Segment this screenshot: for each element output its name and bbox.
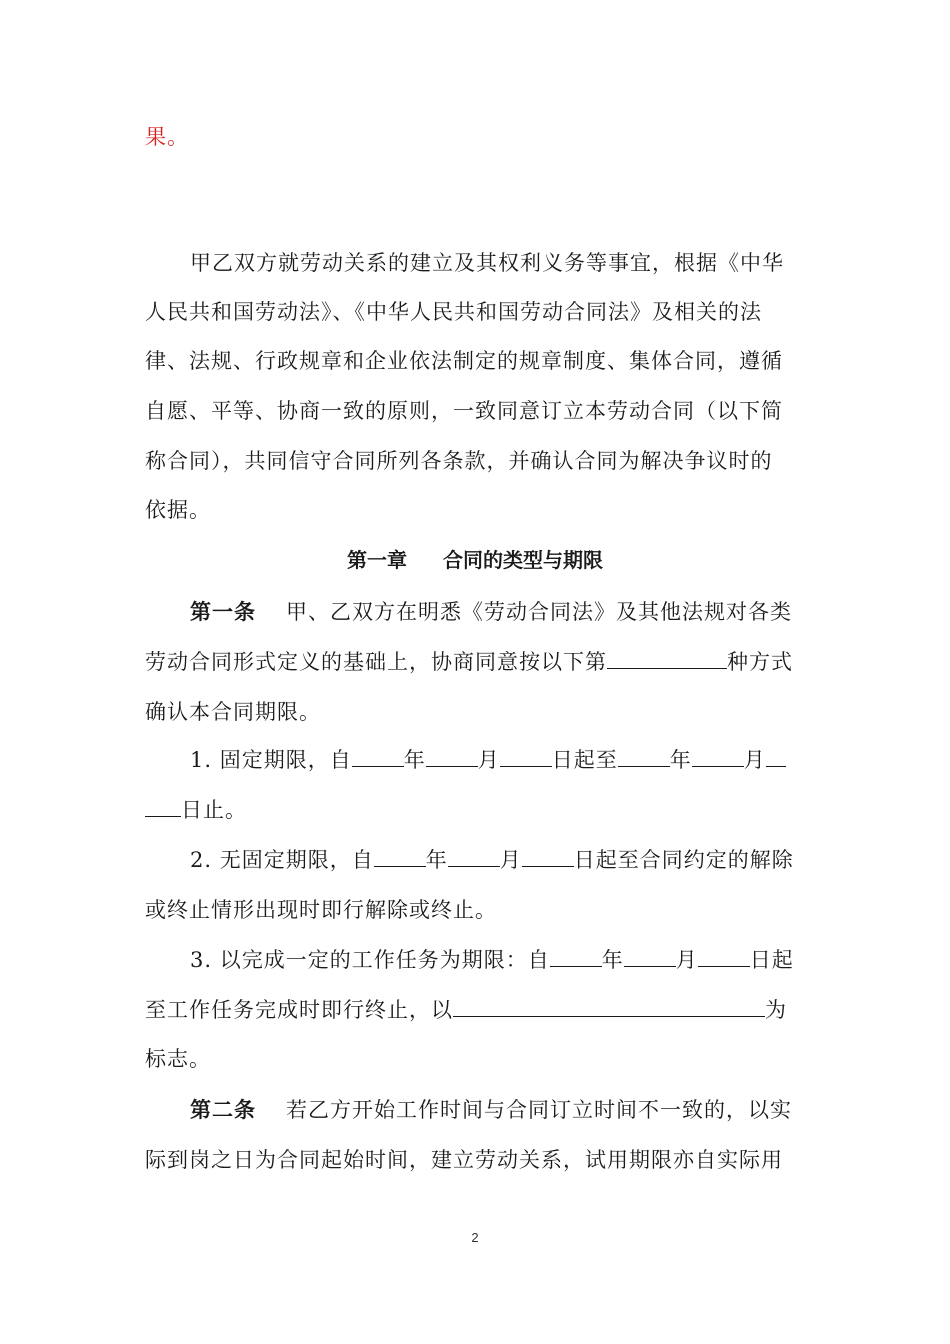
blank-field[interactable] [522,846,574,867]
item-1-end: 日止。 [181,798,247,822]
item-3-line-2 [145,995,815,1025]
blank-field[interactable] [352,746,404,767]
item-3-text: 至工作任务完成时即行终止，以 [145,998,453,1022]
blank-field[interactable] [698,946,750,967]
day-label: 日起 [749,948,794,972]
article-1-text: 甲、乙双方在明悉《劳动合同法》及其他法规对各类 [286,600,792,624]
item-3-line-1 [190,945,815,975]
article-1-text-2: 劳动合同形式定义的基础上，协商同意按以下第 [145,650,607,674]
blank-field[interactable] [145,796,181,817]
month-label: 月 [499,848,522,872]
preamble-line-2: 人民共和国劳动法》、《中华人民共和国劳动合同法》及相关的法 [145,300,762,324]
paragraph-fragment: 果。 [145,125,189,149]
year-label: 年 [403,748,426,772]
chapter-number: 第一章 [347,548,407,572]
year-label: 年 [425,848,448,872]
article-1-line-2 [145,647,815,677]
year-label: 年 [669,748,692,772]
blank-field[interactable] [624,946,676,967]
article-1-text-3: 种方式 [727,650,793,674]
item-1-prefix: 1. 固定期限，自 [190,748,352,772]
item-2-line-2: 或终止情形出现时即行解除或终止。 [145,898,497,922]
blank-field[interactable] [766,746,786,767]
blank-field[interactable] [426,746,478,767]
item-3-line-3: 标志。 [145,1047,211,1071]
blank-field[interactable] [500,746,552,767]
month-label: 月 [477,748,500,772]
blank-field-contract-type[interactable] [607,648,727,669]
article-2-label: 第二条 [190,1097,256,1122]
chapter-heading [0,545,950,575]
preamble-line-5: 称合同），共同信守合同所列各条款，并确认合同为解决争议时的 [145,449,773,473]
item-1-line-1 [190,745,815,775]
blank-field[interactable] [448,846,500,867]
preamble-line-4: 自愿、平等、协商一致的原则，一致同意订立本劳动合同（以下简 [145,399,783,423]
article-2-text: 若乙方开始工作时间与合同订立时间不一致的，以实 [286,1098,792,1122]
day-label: 日起至 [551,748,618,772]
preamble-line-1: 甲乙双方就劳动关系的建立及其权利义务等事宜，根据《中华 [190,251,784,275]
page-number: 2 [471,1230,479,1245]
article-2-line-2: 际到岗之日为合同起始时间，建立劳动关系，试用期限亦自实际用 [145,1148,783,1172]
year-label: 年 [601,948,624,972]
item-1-line-2 [145,795,815,825]
item-2-line-1 [190,845,815,875]
preamble-line-6: 依据。 [145,498,211,522]
blank-field[interactable] [692,746,744,767]
month-label: 月 [743,748,766,772]
month-label: 月 [675,948,698,972]
blank-field[interactable] [550,946,602,967]
blank-field[interactable] [618,746,670,767]
article-2-line-1 [190,1095,815,1125]
item-2-tail: 日起至合同约定的解除 [573,848,794,872]
item-2-prefix: 2. 无固定期限，自 [190,848,374,872]
item-3-text-2: 为 [765,998,787,1022]
article-1-label: 第一条 [190,599,256,624]
preamble-line-3: 律、法规、行政规章和企业依法制定的规章制度、集体合同，遵循 [145,349,783,373]
chapter-title: 合同的类型与期限 [443,548,603,572]
article-1-line-3: 确认本合同期限。 [145,700,321,724]
item-3-prefix: 3. 以完成一定的工作任务为期限：自 [190,948,550,972]
blank-field-task-completion[interactable] [453,996,765,1017]
article-1-line-1 [190,597,815,627]
blank-field[interactable] [374,846,426,867]
